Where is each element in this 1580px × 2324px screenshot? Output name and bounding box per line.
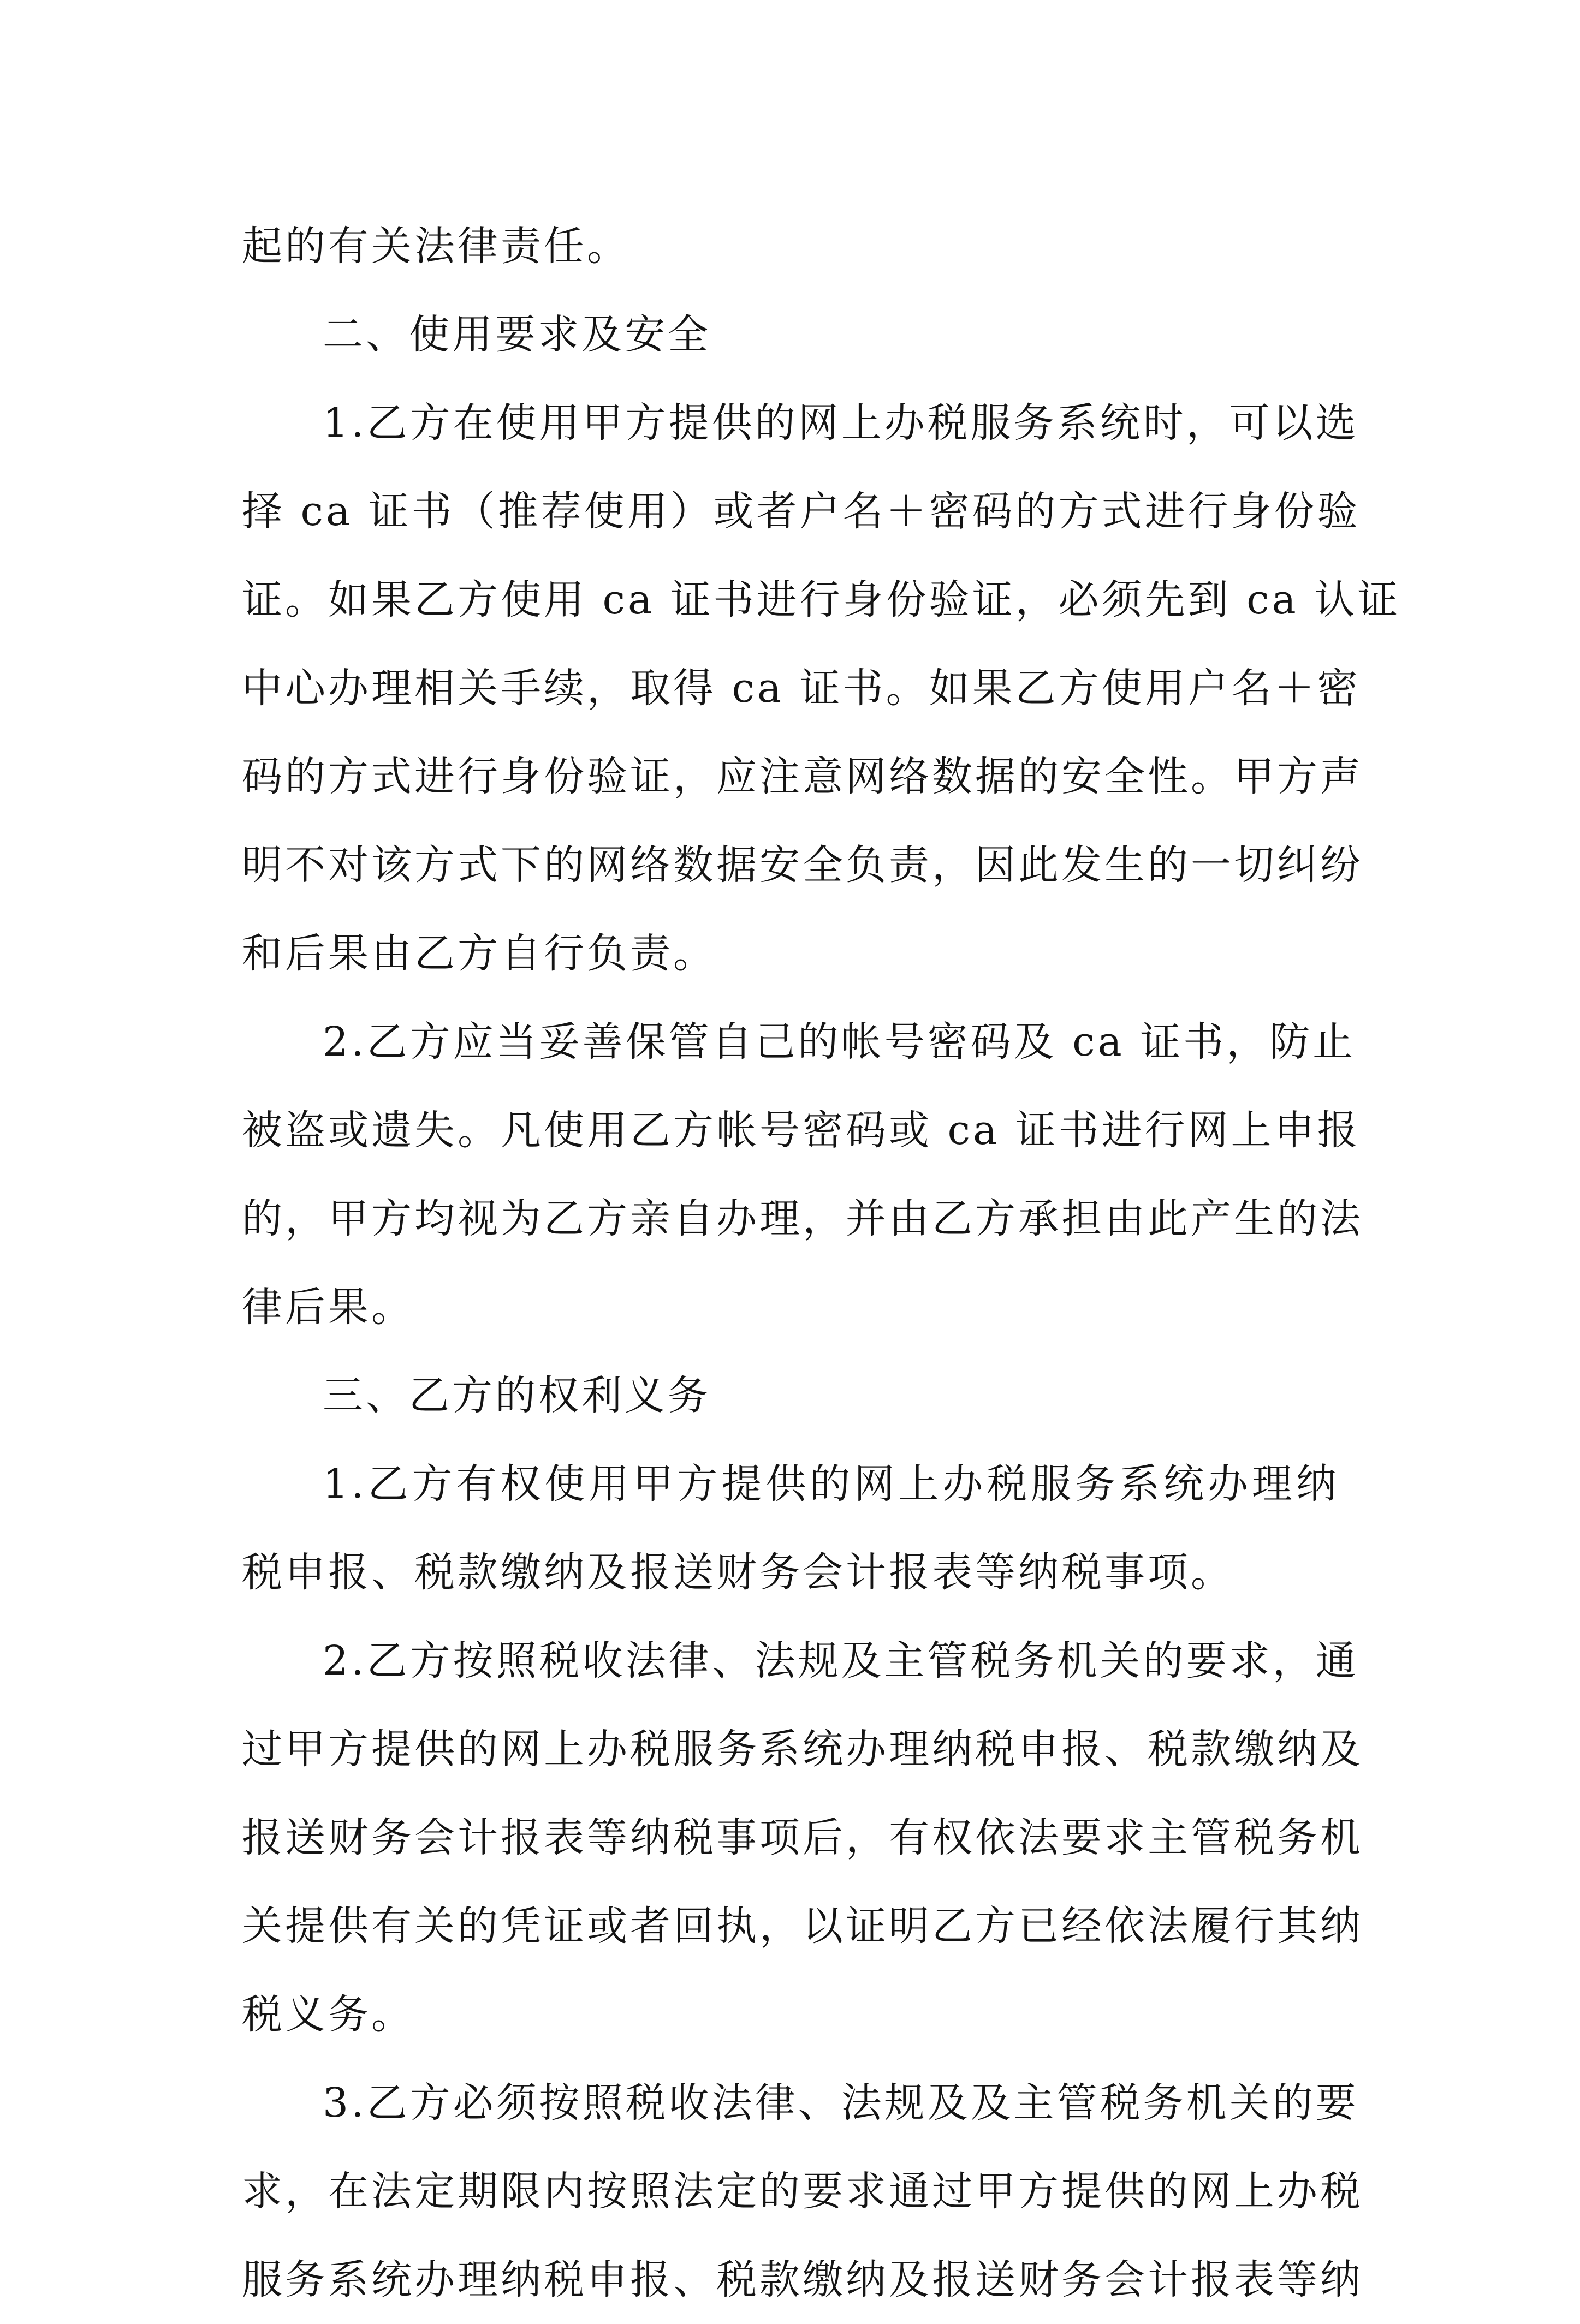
text-line: 1.乙方有权使用甲方提供的网上办税服务系统办理纳 [323,1461,1339,1507]
text-line: 被盗或遗失。凡使用乙方帐号密码或 ca 证书进行网上申报 [242,1107,1361,1154]
text-line: 起的有关法律责任。 [242,223,630,270]
text-line: 服务系统办理纳税申报、税款缴纳及报送财务会计报表等纳 [242,2256,1363,2303]
text-line: 关提供有关的凭证或者回执，以证明乙方已经依法履行其纳 [242,1903,1363,1950]
text-line: 码的方式进行身份验证，应注意网络数据的安全性。甲方声 [242,753,1363,800]
paragraph-continuation [242,202,1339,290]
text-line: 税申报、税款缴纳及报送财务会计报表等纳税事项。 [242,1549,1234,1596]
text-line: 中心办理相关手续，取得 ca 证书。如果乙方使用户名＋密 [242,665,1361,712]
text-line: 律后果。 [242,1284,414,1331]
text-line: 证。如果乙方使用 ca 证书进行身份验证，必须先到 ca 认证 [242,576,1401,623]
text-line: 过甲方提供的网上办税服务系统办理纳税申报、税款缴纳及 [242,1726,1363,1773]
paragraph-3-3 [242,2059,1363,2324]
text-line: 2.乙方应当妥善保管自己的帐号密码及 ca 证书，防止 [323,1018,1356,1065]
text-line: 择 ca 证书（推荐使用）或者户名＋密码的方式进行身份验 [242,488,1361,535]
heading-text: 三、乙方的权利义务 [323,1372,711,1419]
section-heading-3 [242,1351,1339,1440]
text-line: 的，甲方均视为乙方亲自办理，并由乙方承担由此产生的法 [242,1195,1363,1242]
text-line: 和后果由乙方自行负责。 [242,930,716,977]
document-page [242,202,1401,2324]
paragraph-2-2 [242,998,1363,1351]
text-line: 1.乙方在使用甲方提供的网上办税服务系统时，可以选 [323,400,1359,446]
text-line: 3.乙方必须按照税收法律、法规及及主管税务机关的要 [323,2079,1359,2126]
text-line: 求，在法定期限内按照法定的要求通过甲方提供的网上办税 [242,2168,1363,2215]
paragraph-3-2 [242,1617,1363,2059]
heading-text: 二、使用要求及安全 [323,311,711,358]
text-line: 2.乙方按照税收法律、法规及主管税务机关的要求，通 [323,1637,1359,1684]
paragraph-3-1 [242,1440,1339,1617]
text-line: 明不对该方式下的网络数据安全负责，因此发生的一切纠纷 [242,842,1363,889]
paragraph-2-1 [242,379,1401,998]
text-line: 报送财务会计报表等纳税事项后，有权依法要求主管税务机 [242,1814,1363,1861]
text-line: 税义务。 [242,1991,414,2038]
section-heading-2 [242,290,1339,379]
